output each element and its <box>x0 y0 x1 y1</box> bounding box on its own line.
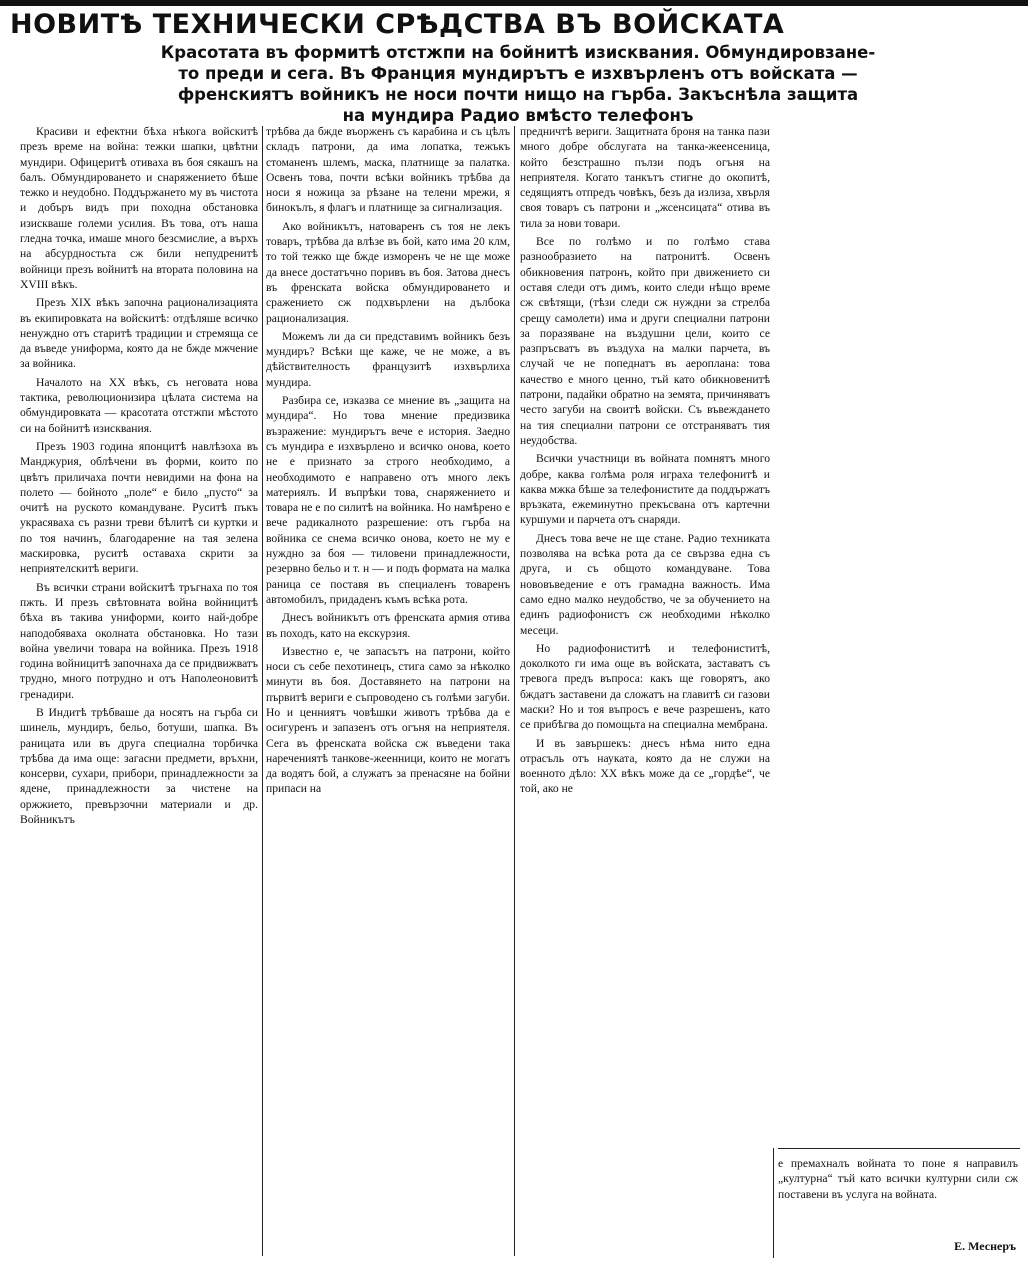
column-divider <box>773 1148 774 1258</box>
subheadline-line: Красотата въ формитѣ отстжпи на бойнитѣ изисквания. Обмундировзане- <box>160 43 876 62</box>
article-subheadline <box>18 42 1018 126</box>
paragraph: Днесъ войникътъ отъ френската армия отива въ походъ, като на екскурзия. <box>266 611 510 640</box>
top-rule <box>0 0 1028 6</box>
paragraph: Можемъ ли да си представимъ войникъ безъ мундиръ? Всѣки ще каже, че не може, а въ дѣйствителность французитѣ изхвърлиха мундира. <box>266 329 510 389</box>
author-signature: Е. Меснеръ <box>954 1239 1016 1253</box>
column-divider <box>262 126 263 1256</box>
paragraph: Все по голѣмо и по голѣмо става разнообразието на патронитѣ. Освенъ обикновения патронъ, който при движението си оставя следи отъ димъ, които следи нѣщо време сж свѣтящи, (тѣзи следи сж нуждни за стрелба срещу самолети) има и други специални патрони за поразяване на въздушни цели, които се разпръсватъ въ въздуха на малки парчета, въ случай че не попеднатъ въ аероплана: това качество е много ценно, тъй като обикновенитѣ патрони, падайки обратно на земята, причиняватъ често загуби на своитѣ войски. Съ въвеждането на тия специални патрони се отстраняватъ тия неудобства. <box>520 235 770 447</box>
paragraph: е премахналъ войната то поне я направилъ „културна“ тъй като всички културни сили сж поставени въ услуга на войната. <box>778 1157 1018 1201</box>
subheadline-line: френскиятъ войникъ не носи почти нищо на гърба. Закъснѣла защита <box>177 85 859 104</box>
text-column-4 <box>778 1156 1018 1202</box>
text-column-1 <box>20 124 258 1254</box>
paragraph: предничтѣ вериги. Защитната броня на танка пази много добре обслугата на танка-жеенсеница, който безстрашно пълзи подъ огъня на неприятеля. Когато танкътъ стигне до окопитѣ, седящиятъ отпредъ човѣкъ, безъ да излиза, хвърля своя товаръ съ патрони и „жсенсицата“ отива въ тила за нови товари. <box>520 125 770 230</box>
text-column-3 <box>520 124 770 1258</box>
paragraph: Ако войникътъ, натоваренъ съ тоя не лекъ товаръ, трѣбва да влѣзе въ бой, като има 20 клм, то той тежко ще бжде изморенъ че не ще може да внесе достатъчно поривъ въ боя. Затова днесъ въ френската войска обмундироването и сражението сж подхвърлени на дълбока рационализация. <box>266 219 510 325</box>
paragraph: Разбира се, изказва се мнение въ „защита на мундира“. Но това мнение предизвика възражение: мундирътъ вече е история. Заедно съ мундира е изхвърлено и всичко онова, което не е признато за строго необходимо, а необходимото е направено отъ много лекъ материялъ. И въпрѣки това, снаряжението и товара не е по силитѣ на войника. Но намѣрено е вече радикалното разрешение: отъ гърба на войника се снема всичко онова, което не му е нуждно за боя — тиловени принадлежности, резервно бельо и т. н — и подъ формата на малка раница се поставя въ специаленъ товаренъ автомобилъ, придаденъ къмъ всѣка рота. <box>266 394 510 606</box>
paragraph: Въ всички страни войскитѣ тръгнаха по тоя пжть. И презъ свѣтовната война войницитѣ бѣха въ такива униформи, които най-добре наподобяваха околната обстановка. Но тази война увеличи товара на войника. Презъ 1918 година войницитѣ започнаха да се придвижватъ трудно, много потрудно и отъ Наполеоновитѣ гренадири. <box>20 580 258 701</box>
paragraph: Презъ XIX вѣкъ започна рационализацията въ екипировката на войскитѣ: отдѣляше всичко ненуждно отъ старитѣ традиции и стремяща се да въведе униформа, която да не бжде мжчение за войника. <box>20 296 258 371</box>
paragraph: Презъ 1903 година японцитѣ навлѣзоха въ Манджурия, облѣчени въ форми, които по цвѣтъ приличаха почти невидими на фона на полето — бойното „поле“ е било „пусто“ за очитѣ на руското командуване. Руситѣ пъкъ украсяваха съ разни треви бѣлитѣ си куртки и по тоя начинъ, благодарение на тая зелена маскировка, руситѣ оставаха скрити за неприятелскитѣ вериги. <box>20 439 258 576</box>
continuation-rule <box>778 1148 1020 1149</box>
subheadline-line: на мундира Радио вмѣсто телефонъ <box>342 106 694 125</box>
paragraph: В Индитѣ трѣбваше да носятъ на гърба си шинель, мундиръ, бельо, ботуши, шапка. Въ раницата или въ друга специална торбичка трѣбва да има още: загасни предмети, връхни, консерви, сухари, прибори, принадлежности за ядене, принадлежности за чистене на оржжието, превързочни материали и др. Войникътъ <box>20 705 258 827</box>
paragraph: Но радиофониститѣ и телефониститѣ, доколкото ги има още въ войската, заставатъ съ тревога предъ въпроса: какъ ще говорятъ, ако бждатъ заставени да сложатъ на главитѣ си газови маски? Но и тоя въпросъ е вече разрешенъ, като се прибѣгва до помощьта на специална мембрана. <box>520 641 770 732</box>
subheadline-line: то преди и сега. Въ Франция мундирътъ е изхвърленъ отъ войската — <box>178 64 858 83</box>
column-divider <box>514 126 515 1256</box>
paragraph: И въ завършекъ: днесъ нѣма нито една отрасъль отъ науката, която да не служи на военното дѣло: XX вѣкъ може да се „гордѣе“, че той, ако не <box>520 736 770 796</box>
paragraph: Началото на XX вѣкъ, съ неговата нова тактика, революционизира цѣлата система на обмундировката — красотата отстжпи мѣстото си на бойнитѣ изисквания. <box>20 375 258 435</box>
article-headline: НОВИТѢ ТЕХНИЧЕСКИ СРѢДСТВА ВЪ ВОЙСКАТА <box>10 9 785 40</box>
paragraph: трѣбва да бжде въорженъ съ карабина и съ цѣлъ складъ патрони, да има лопатка, тежъкъ стоманенъ шлемъ, маска, платнище за палатка. Освенъ това, почти всѣки войникъ трѣбва да носи я ножица за рѣзане на телени мрежи, я бинокълъ, я флагъ и платнище за сигнализация. <box>266 125 510 215</box>
paragraph: Красиви и ефектни бѣха нѣкога войскитѣ презъ време на война: тежки шапки, цвѣтни мундири. Офицеритѣ отиваха въ боя сякашъ на балъ. Обмундироването и снаряжението бѣше тежко и неудобно. Поддържането му въ чистота и добъръ видъ при походна обстановка изискваше големи усилия. Въ това, отъ наша гледна точка, имаше много безсмислие, а върхъ на абсурдностьта сж били непудренитѣ войници презъ войнитѣ на втората половина на XVIII вѣкъ. <box>20 125 258 291</box>
paragraph: Всички участници въ войната помнятъ много добре, каква голѣма роля играха телефонитѣ и каква мжка бѣше за телефонистите да поддържатъ връзката, ежеминутно прекъсвана отъ картечни куршуми и парчета отъ снаряди. <box>520 452 770 527</box>
paragraph: Днесъ това вече не ще стане. Радио техниката позволява на всѣка рота да се свързва една съ друга, и съ общото командуване. Това нововъведение е отъ грамадна важность. Има само едно малко неудобство, че за обучението на единъ радиофонистъ сж необходими нѣколко месеци. <box>520 531 770 637</box>
paragraph: Известно е, че запасътъ на патрони, който носи съ себе пехотинецъ, стига само за нѣколко минути въ боя. Доставянето на патрони на първитѣ вериги е съпроводено съ голѣми загуби. Но и ценниятъ човѣшки животъ трѣбва да е осигуренъ и запазенъ отъ огъня на неприятеля. Сега въ френската войска сж въведени така наречениятѣ танкове-жеенници, които не могатъ да водятъ бой, а служатъ за пренасяне на бойни припаси на <box>266 644 510 796</box>
text-column-2 <box>266 124 510 1254</box>
